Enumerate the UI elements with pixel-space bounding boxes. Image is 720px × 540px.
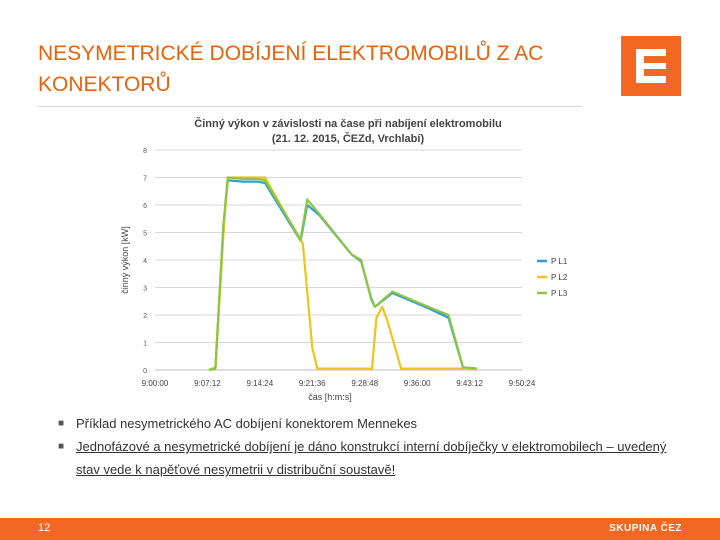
chart-x-ticks: [142, 379, 536, 388]
chart-subtitle: (21. 12. 2015, ČEZd, Vrchlabí): [271, 133, 425, 145]
chart-legend-label: P L2: [551, 273, 568, 282]
bullet-text: Příklad nesymetrického AC dobíjení konektorem Mennekes: [76, 416, 418, 431]
chart-x-tick-label: 9:00:00: [141, 379, 169, 388]
chart-legend: [537, 257, 568, 298]
chart-legend-label: P L3: [551, 289, 568, 298]
chart-y-tick-label: 0: [143, 368, 147, 375]
bullet-text: Jednofázové a nesymetrické dobíjení je dáno konstrukcí interní dobíječky v elektromobilech – uvedený stav vede k napěťové nesymetrii v distribuční soustavě!: [76, 439, 667, 477]
slide-title: NESYMETRICKÉ DOBÍJENÍ ELEKTROMOBILŮ Z AC KONEKTORŮ: [38, 42, 544, 96]
bullet-marker: ■: [58, 441, 65, 452]
chart-y-tick-label: 8: [143, 148, 147, 155]
footer-bar: [0, 518, 720, 540]
bullet-item: [58, 435, 678, 481]
chart-x-tick-label: 9:21:36: [298, 379, 326, 388]
bullet-marker: ■: [58, 418, 65, 429]
chart-x-axis-label: čas [h:m:s]: [308, 392, 352, 402]
chart-x-tick-label: 9:28:48: [351, 379, 379, 388]
chart-x-tick-label: 9:50:24: [508, 379, 536, 388]
chart-x-tick-label: 9:36:00: [403, 379, 431, 388]
chart-legend-label: P L1: [551, 257, 568, 266]
chart-title: Činný výkon v závislosti na čase při nabíjení elektromobilu: [194, 118, 502, 130]
chart-x-tick-label: 9:07:12: [194, 379, 221, 388]
chart-series-line-p-l3: [209, 178, 477, 371]
brand-label: SKUPINA ČEZ: [609, 523, 682, 534]
chart-y-tick-label: 2: [143, 313, 147, 320]
chart-y-tick-label: 4: [143, 258, 147, 265]
chart-y-ticks: [143, 148, 147, 375]
chart-grid: [155, 150, 522, 370]
chart-y-tick-label: 7: [143, 175, 147, 183]
chart-series-line-p-l2: [209, 178, 477, 371]
chart-y-axis-label: činný výkon [kW]: [120, 226, 130, 294]
chart-series-line-p-l1: [209, 180, 477, 370]
chart-y-tick-label: 3: [143, 285, 147, 293]
bullet-list: [58, 412, 678, 481]
chart-y-tick-label: 1: [143, 340, 147, 348]
chart-y-tick-label: 6: [143, 203, 147, 210]
bullet-item: [58, 412, 678, 435]
chart-x-tick-label: 9:43:12: [456, 379, 483, 388]
page-number: 12: [38, 522, 51, 534]
chart-series: [209, 178, 477, 371]
chart-y-tick-label: 5: [143, 230, 147, 238]
chart-x-tick-label: 9:14:24: [246, 379, 274, 388]
